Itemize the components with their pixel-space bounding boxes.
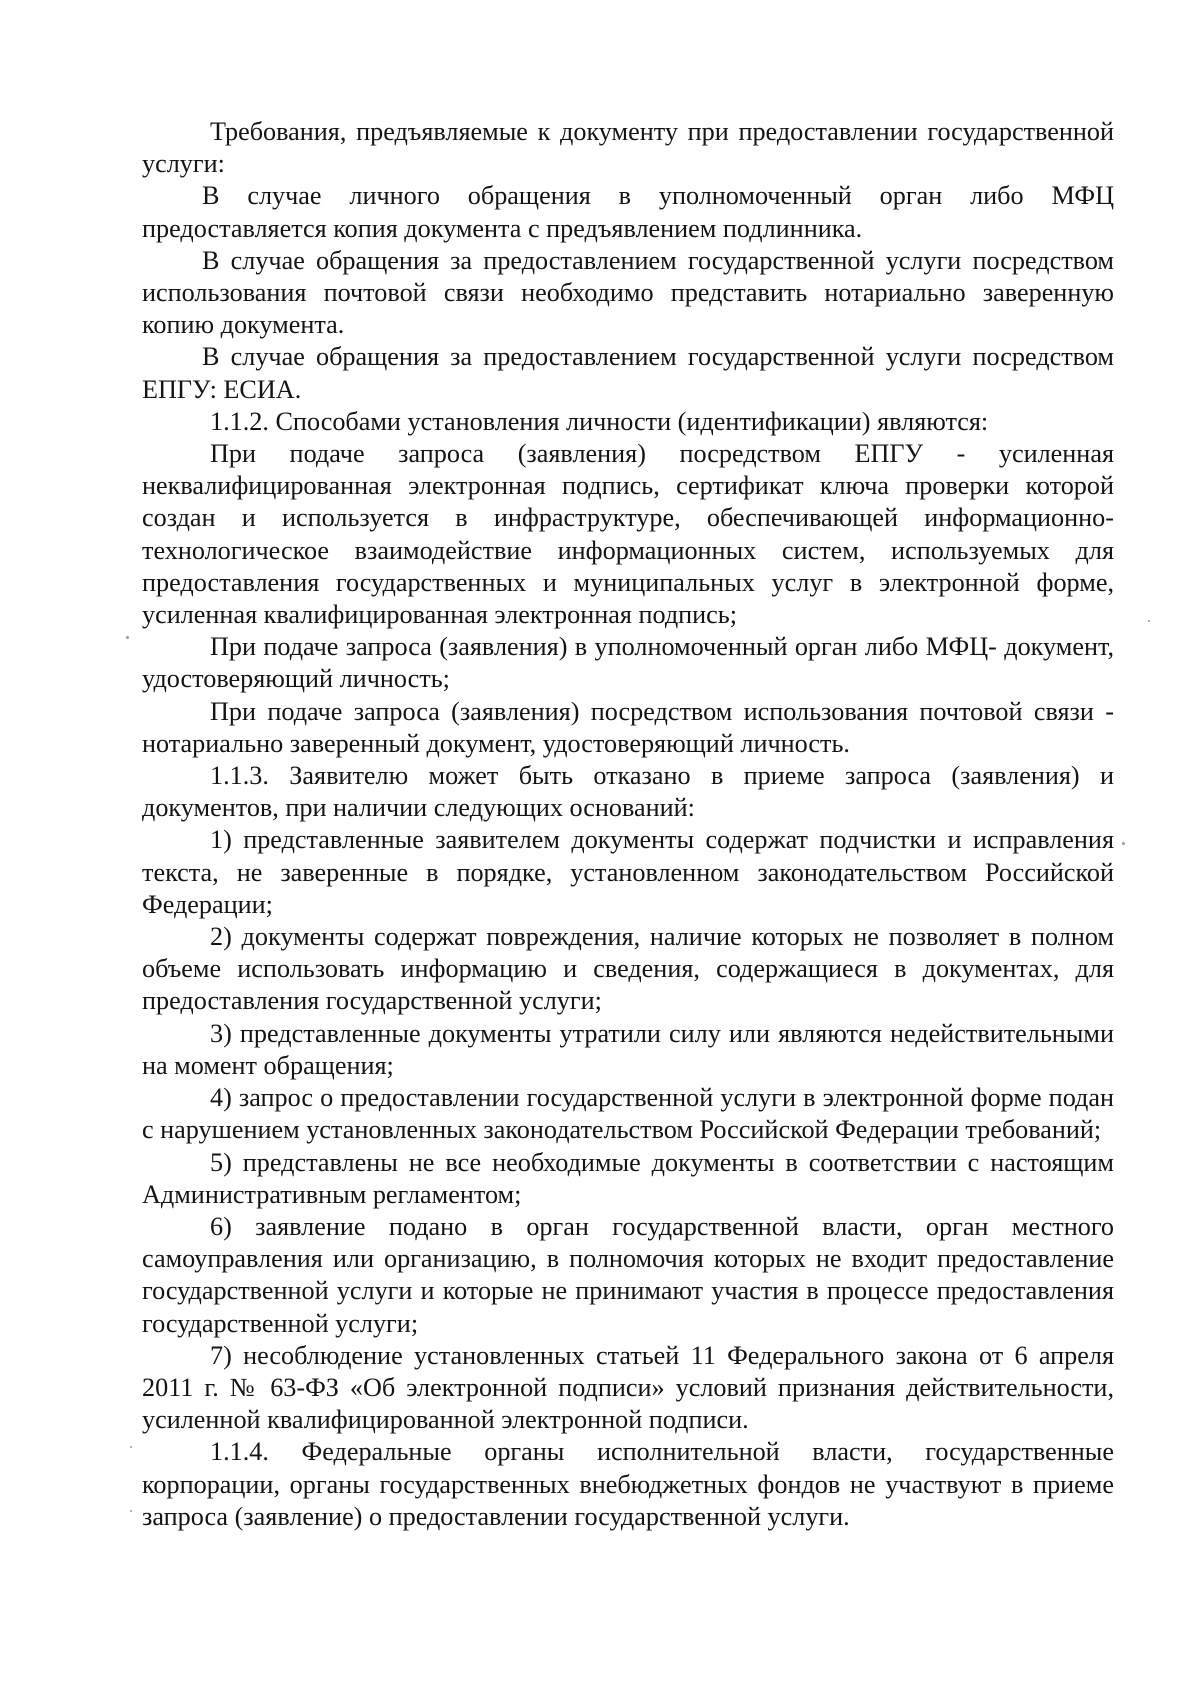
- paragraph-identification-mfc: При подаче запроса (заявления) в уполномоченный орган либо МФЦ- документ, удостоверяющий личность;: [142, 632, 1114, 694]
- list-item-6: 6) заявление подано в орган государственной власти, орган местного самоуправления или организацию, в полномочия которых не входит предоставление государственной услуги и которые не принимают участия в процессе предоставления государственной услуги;: [142, 1211, 1114, 1338]
- list-item-3: 3) представленные документы утратили силу или являются недействительными на момент обращения;: [142, 1018, 1114, 1080]
- paragraph-section-1-1-4: 1.1.4. Федеральные органы исполнительной власти, государственные корпорации, органы государственных внебюджетных фондов не участвуют в приеме запроса (заявление) о предоставлении государственной услуги.: [142, 1437, 1114, 1531]
- scan-speck: [130, 1446, 132, 1448]
- paragraph-personal-appeal: В случае личного обращения в уполномоченный орган либо МФЦ предоставляется копия документа с предъявлением подлинника.: [142, 181, 1114, 243]
- paragraph-identification-postal: При подаче запроса (заявления) посредством использования почтовой связи - нотариально заверенный документ, удостоверяющий личность.: [142, 696, 1114, 758]
- scan-speck: [126, 636, 129, 639]
- list-item-2: 2) документы содержат повреждения, наличие которых не позволяет в полном объеме использовать информацию и сведения, содержащиеся в документах, для предоставления государственной услуги;: [142, 922, 1114, 1016]
- scan-speck: [1122, 842, 1125, 845]
- list-item-4: 4) запрос о предоставлении государственной услуги в электронной форме подан с нарушением установленных законодательством Российской Федерации требований;: [142, 1083, 1114, 1145]
- paragraph-section-1-1-3: 1.1.3. Заявителю может быть отказано в приеме запроса (заявления) и документов, при наличии следующих оснований:: [142, 761, 1114, 823]
- paragraph-postal-appeal: В случае обращения за предоставлением государственной услуги посредством использования почтовой связи необходимо представить нотариально заверенную копию документа.: [142, 245, 1114, 340]
- scan-speck: [130, 1510, 132, 1512]
- scan-speck: [1148, 620, 1150, 622]
- list-item-5: 5) представлены не все необходимые документы в соответствии с настоящим Административным регламентом;: [142, 1147, 1114, 1209]
- list-item-7: 7) несоблюдение установленных статьей 11 Федерального закона от 6 апреля 2011 г. № 63-ФЗ «Об электронной подписи» условий признания действительности, усиленной квалифицированной электронной подписи.: [142, 1340, 1114, 1435]
- list-item-1: 1) представленные заявителем документы содержат подчистки и исправления текста, не заверенные в порядке, установленном законодательством Российской Федерации;: [142, 825, 1114, 919]
- paragraph-identification-epgu: При подаче запроса (заявления) посредством ЕПГУ - усиленная неквалифицированная электронная подпись, сертификат ключа проверки которой создан и используется в инфраструктуре, обеспечивающей информационно-технологическое взаимодействие информационных систем, используемых для предоставления государственных и муниципальных услуг в электронной форме, усиленная квалифицированная электронная подпись;: [142, 439, 1114, 630]
- paragraph-requirements-heading: Требования, предъявляемые к документу при предоставлении государственной услуги:: [142, 117, 1114, 179]
- document-page: [142, 116, 1114, 1533]
- paragraph-section-1-1-2: 1.1.2. Способами установления личности (идентификации) являются:: [210, 406, 989, 436]
- paragraph-epgu-appeal: В случае обращения за предоставлением государственной услуги посредством ЕПГУ: ЕСИА.: [142, 342, 1114, 404]
